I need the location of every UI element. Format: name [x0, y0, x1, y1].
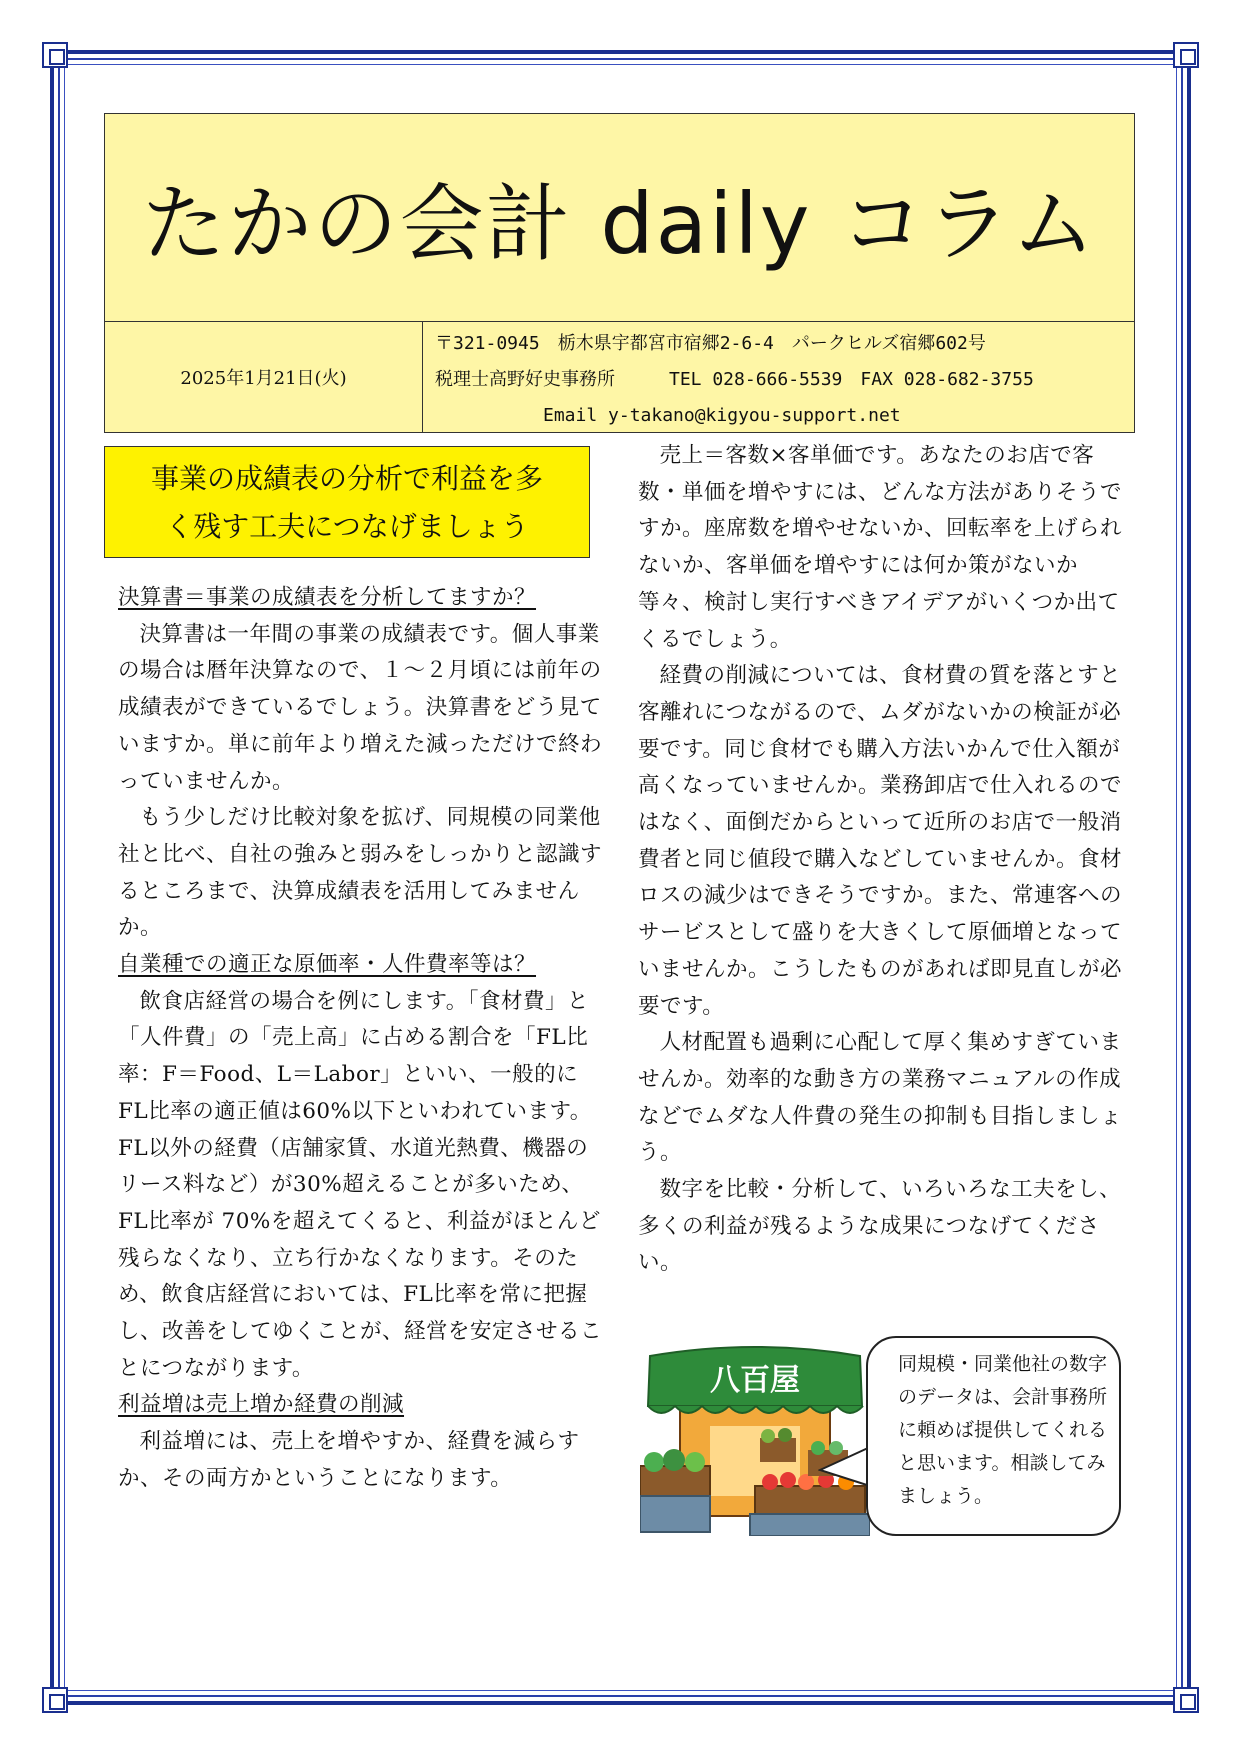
masthead — [104, 113, 1135, 433]
section-heading: 決算書＝事業の成績表を分析してますか？ — [118, 585, 537, 610]
corner-ornament-bottom-left — [42, 1687, 68, 1713]
paragraph: 数字を比較・分析して、いろいろな工夫をし、多くの利益が残るような成果につなげてください。 — [638, 1177, 1122, 1276]
shop-sign-text: 八百屋 — [710, 1363, 800, 1398]
office-contact — [435, 326, 1034, 434]
headline-line-1: 事業の成績表の分析で利益を多 — [150, 462, 543, 495]
office-address: 〒321-0945 栃木県宇都宮市宿郷2-6-4 パークヒルズ宿郷602号 — [435, 333, 986, 354]
corner-ornament-top-left — [42, 42, 68, 68]
left-column — [118, 580, 602, 1498]
paragraph: 経費の削減については、食材費の質を落とすと客離れにつながるので、ムダがないかの検証が必要です。同じ食材でも購入方法いかんで仕入額が高くなっていませんか。業務卸店で仕入れるのではなく、面倒だからといって近所のお店で一般消費者と同じ値段で購入などしていませんか。食材ロスの減少はできそうですか。また、常連客へのサービスとして盛りを大きくして原価増となっていませんか。こうしたものがあれば即見直しが必要です。 — [638, 663, 1123, 1019]
section-heading: 利益増は売上増か経費の削減 — [118, 1392, 405, 1418]
paragraph: 飲食店経営の場合を例にします。「食材費」と「人件費」の「売上高」に占める割合を「FL比率：F＝Food、L＝Labor」といい、一般的にFL比率の適正値は60%以下といわれています。FL以外の経費（店舗家賃、水道光熱費、機器のリース料など）が30%超えることが多いため、FL比率が 70%を超えてくると、利益がほとんど残らなくなり、立ち行かなくなります。そのため、飲食店経営においては、FL比率を常に把握し、改善をしてゆくことが、経営を安定させることにつながります。 — [118, 988, 603, 1381]
issue-date: 2025年1月21日(火) — [105, 322, 423, 432]
corner-ornament-top-right — [1173, 42, 1199, 68]
article-headline — [104, 446, 590, 558]
office-email: Email y-takano@kigyou-support.net — [435, 405, 901, 426]
office-phone-fax: 税理士高野好史事務所 TEL 028-666-5539 FAX 028-682-3755 — [435, 369, 1034, 390]
paragraph: 売上＝客数×客単価です。あなたのお店で客数・単価を増やすには、どんな方法がありそうですか。座席数を増やせないか、回転率を上げられないか、客単価を増やすには何か策がないか等々、検討し実行すべきアイデアがいくつか出てくるでしょう。 — [638, 443, 1123, 652]
section-heading: 自業種での適正な原価率・人件費率等は？ — [118, 952, 537, 978]
headline-line-2: く残す工夫につなげましょう — [165, 510, 529, 543]
paragraph: 利益増には、売上を増やすか、経費を減らすか、その両方かということになります。 — [118, 1429, 580, 1491]
paragraph: もう少しだけ比較対象を拡げ、同規模の同業他社と比べ、自社の強みと弱みをしっかりと認識するところまで、決算成績表を活用してみませんか。 — [118, 805, 603, 941]
newsletter-title: たかの会計 daily コラム — [105, 114, 1134, 322]
right-column — [638, 438, 1130, 1282]
paragraph: 決算書は一年間の事業の成績表です。個人事業の場合は暦年決算なので、１～２月頃には前年の成績表ができているでしょう。決算書をどう見ていますか。単に前年より増えた減っただけで終わっていませんか。 — [118, 621, 603, 794]
speech-bubble: 同規模・同業他社の数字のデータは、会計事務所に頼めば提供してくれると思います。相談してみましょう。 — [866, 1336, 1121, 1536]
corner-ornament-bottom-right — [1173, 1687, 1199, 1713]
paragraph: 人材配置も過剰に心配して厚く集めすぎていませんか。効率的な動き方の業務マニュアルの作成などでムダな人件費の発生の抑制も目指しましょう。 — [638, 1030, 1123, 1166]
